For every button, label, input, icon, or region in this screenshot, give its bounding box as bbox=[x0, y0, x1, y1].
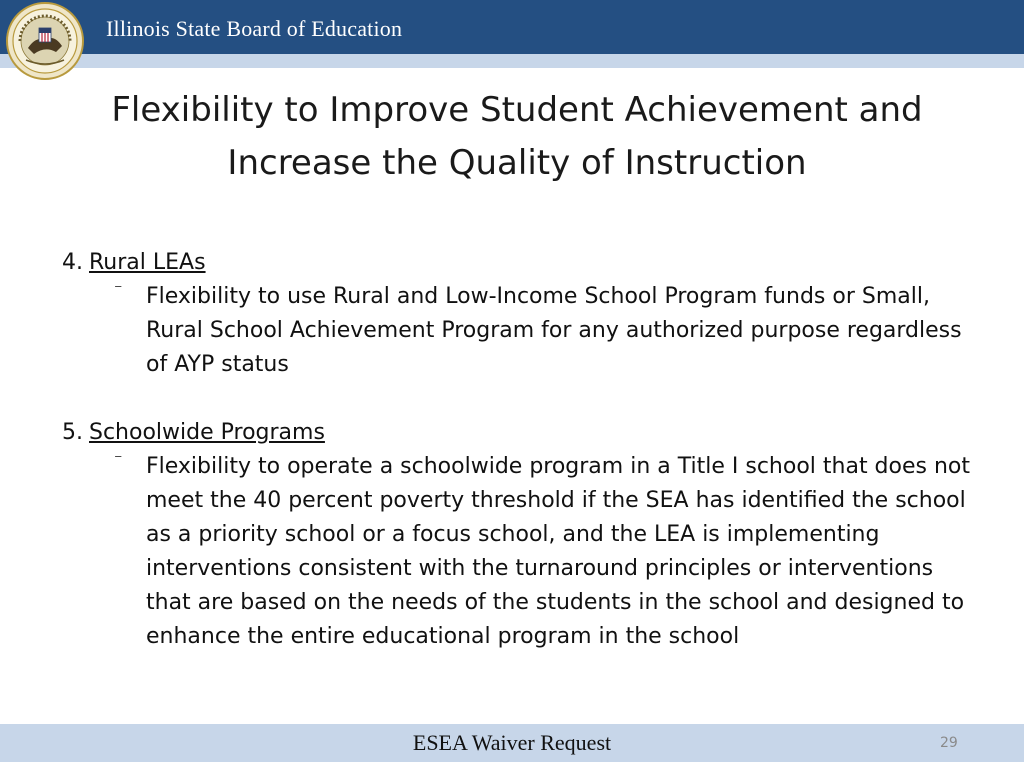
header-accent-stripe bbox=[0, 54, 1024, 68]
organization-name: Illinois State Board of Education bbox=[106, 16, 403, 41]
section-topic: Rural LEAs bbox=[89, 250, 206, 275]
bullet-text: Flexibility to operate a schoolwide program in a Title I school that does not meet the 40 percent poverty threshold if the SEA has identified the school as a priority school or a focus school, and the LEA is implementing interventions consistent with the turnaround principles or interventions that are based on the needs of the students in the school and designed to enhance the entire educational program in the school bbox=[146, 454, 971, 649]
slide-body bbox=[62, 246, 972, 654]
footer-title: ESEA Waiver Request bbox=[412, 730, 612, 755]
bullet-item bbox=[114, 280, 972, 382]
bullet-item bbox=[114, 450, 972, 654]
slide-title-line-1: Flexibility to Improve Student Achievement and bbox=[111, 90, 923, 130]
section-topic: Schoolwide Programs bbox=[89, 420, 325, 445]
slide-title-line-2: Increase the Quality of Instruction bbox=[227, 143, 807, 183]
section-number: 4. bbox=[62, 250, 83, 275]
state-of-illinois-seal-icon bbox=[6, 2, 84, 80]
section-heading-schoolwide-programs bbox=[62, 416, 972, 450]
section-spacer bbox=[62, 382, 972, 416]
section-number: 5. bbox=[62, 420, 83, 445]
section-heading-rural-leas bbox=[62, 246, 972, 280]
slide-title bbox=[40, 84, 994, 190]
bullet-dash-icon: ⁻ bbox=[114, 280, 123, 299]
bullet-dash-icon: ⁻ bbox=[114, 450, 123, 469]
bullet-text: Flexibility to use Rural and Low-Income School Program funds or Small, Rural School Achievement Program for any authorized purpose regardless of AYP status bbox=[146, 284, 962, 377]
page-number: 29 bbox=[940, 735, 958, 751]
